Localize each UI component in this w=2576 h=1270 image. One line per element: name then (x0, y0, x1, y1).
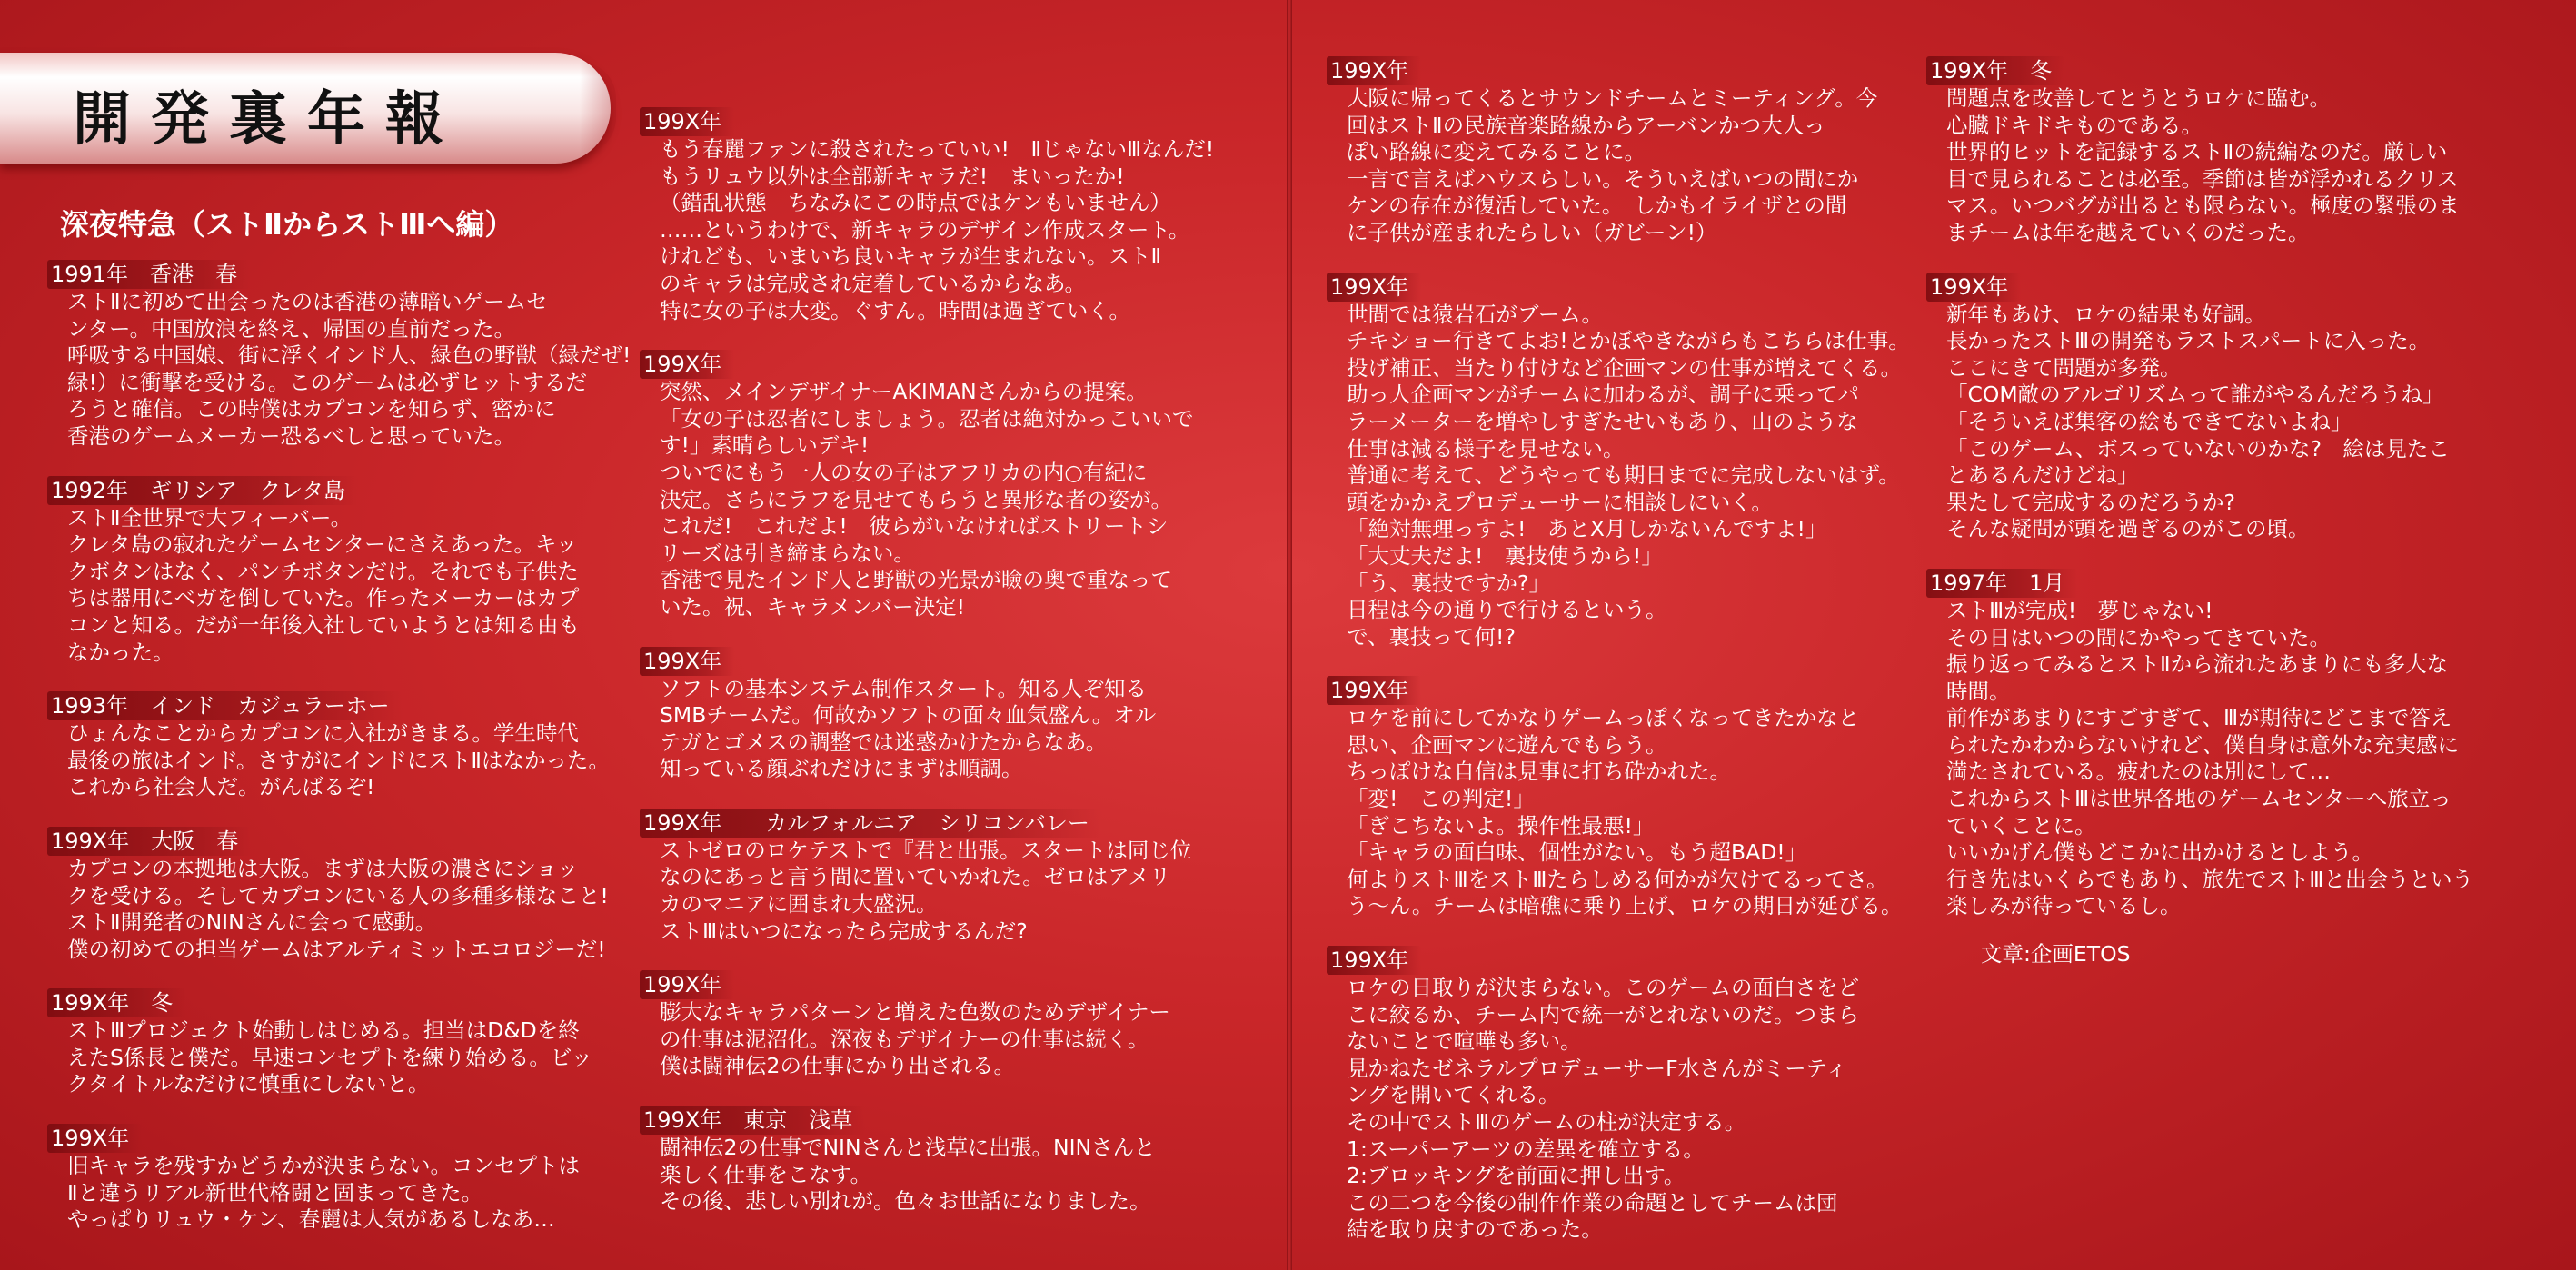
entry-line: この二つを今後の制作作業の命題としてチームは団 (1347, 1189, 1838, 1215)
entry-line: もう春麗ファンに殺されたっていい! ⅡじゃないⅢなんだ! (660, 136, 1215, 162)
diary-entry (1926, 56, 2473, 247)
page-title: 開発裏年報 (73, 85, 463, 154)
entry-line: 「キャラの面白味、個性がない。もう超BAD!」 (1347, 839, 1807, 866)
entry-line: のキャラは完成され定着しているからなあ。 (660, 270, 1087, 296)
entry-line: 楽しく仕事をこなす。 (660, 1161, 872, 1187)
entry-gap (640, 783, 1214, 809)
entry-line: 新年もあけ、ロケの結果も好調。 (1946, 301, 2266, 327)
entry-line: ちは器用にベガを倒していた。作ったメーカーはカプ (67, 585, 580, 611)
entry-gap (640, 1080, 1214, 1106)
entry-heading: 199X年 (640, 350, 734, 379)
entry-line: 知っている顔ぶれだけにまずは順調。 (660, 756, 1023, 782)
entry-line: 特に女の子は大変。ぐすん。時間は過ぎていく。 (660, 297, 1130, 323)
entry-gap (1327, 920, 1910, 946)
entry-line: とあるんだけどね」 (1946, 462, 2139, 489)
entry-heading: 199X年 (1327, 56, 1421, 85)
entry-line: 香港で見たインド人と野獣の光景が瞼の奥で重なって (660, 567, 1172, 593)
entry-line: 「このゲーム、ボスっていないのかな? 絵は見たこ (1946, 435, 2450, 461)
entry-line: こに絞るか、チーム内で統一がとれないのだ。つまら (1347, 1001, 1859, 1027)
entry-line: 1:スーパーアーツの差異を確立する。 (1347, 1136, 1705, 1162)
entry-line: 突然、メインデザイナーAKIMANさんからの提案。 (660, 379, 1148, 405)
entry-heading: 199X年 冬 (47, 988, 185, 1017)
entry-heading: 199X年 (1327, 946, 1421, 975)
entry-heading: 1991年 香港 春 (47, 260, 250, 289)
diary-entry (1327, 946, 1910, 1244)
entry-line: クボタンはなく、パンチボタンだけ。それでも子供た (67, 558, 579, 584)
page-subtitle: 深夜特急（ストⅡからストⅢへ編） (60, 207, 514, 242)
entry-line: ソフトの基本システム制作スタート。知る人ぞ知る (660, 675, 1148, 701)
entry-line: 目で見られることは必至。季節は皆が浮かれるクリス (1946, 165, 2459, 192)
entry-gap (1327, 650, 1910, 676)
entry-heading: 199X年 大阪 春 (47, 827, 251, 856)
entry-line: 呼吸する中国娘、街に浮くインド人、緑色の野獣（緑だぜ! (67, 342, 632, 369)
entry-line: 2:ブロッキングを前面に押し出す。 (1347, 1163, 1686, 1189)
entry-line: なのにあっと言う間に置いていかれた。ゼロはアメリ (660, 864, 1171, 890)
entry-gap (640, 324, 1214, 350)
entry-line: ロケを前にしてかなりゲームっぽくなってきたかなと (1347, 705, 1860, 731)
entry-line: ストⅢプロジェクト始動しはじめる。担当はD&Dを終 (67, 1017, 580, 1044)
entry-line: 前作があまりにすごすぎて、Ⅲが期待にどこまで答え (1946, 705, 2452, 731)
entry-line: 「COM敵のアルゴリズムって誰がやるんだろうね」 (1946, 382, 2444, 408)
entry-heading: 199X年 (640, 647, 734, 676)
entry-line: 僕は闘神伝2の仕事にかり出される。 (660, 1053, 1015, 1079)
entry-line: その中でストⅢのゲームの柱が決定する。 (1347, 1109, 1746, 1135)
entry-line: 世界的ヒットを記録するストⅡの続編なのだ。厳しい (1946, 139, 2448, 165)
entry-line: 心臓ドキドキものである。 (1946, 112, 2203, 138)
diary-entry (640, 647, 1214, 783)
entry-line: クタイトルなだけに慎重にしないと。 (67, 1071, 430, 1097)
column-4 (1926, 56, 2473, 967)
entry-line: これから社会人だ。がんばるぞ! (67, 774, 375, 800)
entry-heading: 199X年 東京 浅草 (640, 1106, 865, 1135)
entry-line: 見かねたゼネラルプロデューサーF水さんがミーティ (1347, 1055, 1847, 1081)
entry-heading: 1997年 1月 (1926, 569, 2077, 598)
entry-line: 「絶対無理っすよ! あとX月しかないんですよ!」 (1347, 516, 1827, 542)
entry-line: 緑!）に衝撃を受ける。このゲームは必ずヒットするだ (67, 369, 588, 395)
entry-line: 「変! この判定!」 (1347, 786, 1535, 812)
entry-line: 時間。 (1946, 678, 2011, 704)
entry-gap (1926, 543, 2473, 569)
entry-line: ラーメーターを増やしすぎたせいもあり、山のような (1347, 408, 1858, 434)
diary-entry (640, 809, 1214, 945)
entry-heading: 1992年 ギリシア クレタ島 (47, 476, 358, 505)
entry-gap (1327, 247, 1910, 273)
diary-entry (640, 107, 1214, 324)
entry-line: う～ん。チームは暗礁に乗り上げ、ロケの期日が延びる。 (1347, 893, 1903, 919)
entry-line: クを受ける。そしてカプコンにいる人の多種多様なこと! (67, 882, 609, 908)
entry-line: で、裏技って何!? (1347, 623, 1516, 650)
diary-entry (640, 970, 1214, 1080)
entry-line: 「う、裏技ですか?」 (1347, 570, 1550, 596)
diary-entry (47, 260, 631, 451)
entry-line: ここにきて問題が多発。 (1946, 354, 2182, 381)
entry-gap (47, 963, 631, 988)
entry-line: えたS係長と僕だ。早速コンセプトを練り始める。ビッ (67, 1044, 592, 1070)
entry-line: 楽しみが待っているし。 (1946, 893, 2182, 919)
entry-gap (640, 945, 1214, 970)
entry-line: その後、悲しい別れが。色々お世話になりました。 (660, 1188, 1151, 1215)
entry-line: これからストⅢは世界各地のゲームセンターへ旅立っ (1946, 786, 2452, 812)
entry-line: その日はいつの間にかやってきていた。 (1946, 624, 2331, 650)
entry-line: ないことで喧嘩も多い。 (1347, 1028, 1582, 1055)
entry-line: 問題点を改善してとうとうロケに臨む。 (1946, 85, 2331, 111)
entry-line: カのマニアに囲まれ大盛況。 (660, 891, 938, 918)
diary-entry (47, 827, 631, 963)
diary-entry (1926, 273, 2473, 543)
entry-line: す!」素晴らしいデキ! (660, 432, 870, 459)
entry-line: ロケの日取りが決まらない。このゲームの面白さをど (1347, 975, 1859, 1001)
entry-line: ストⅡ全世界で大フィーバー。 (67, 504, 353, 531)
entry-line: 果たして完成するのだろうか? (1946, 489, 2235, 515)
entry-line: 「そういえば集客の絵もできてないよね」 (1946, 408, 2352, 434)
entry-line: ストゼロのロケテストで『君と出張。スタートは同じ位 (660, 837, 1192, 863)
entry-line: もうリュウ以外は全部新キャラだ! まいったか! (660, 163, 1125, 189)
entry-line: ケンの存在が復活していた。 しかもイライザとの間 (1347, 193, 1847, 219)
entry-line: （錯乱状態 ちなみにこの時点ではケンもいません） (660, 190, 1171, 216)
entry-line: 香港のゲームメーカー恐るべしと思っていた。 (67, 422, 516, 449)
entry-line: 最後の旅はインド。さすがにインドにストⅡはなかった。 (67, 747, 610, 773)
entry-line: 大阪に帰ってくるとサウンドチームとミーティング。今 (1347, 85, 1878, 111)
entry-line: 僕の初めての担当ゲームはアルティミットエコロジーだ! (67, 936, 606, 962)
entry-heading: 199X年 (640, 970, 734, 999)
entry-heading: 199X年 (47, 1124, 142, 1153)
diary-entry (1926, 569, 2473, 920)
entry-gap (47, 1098, 631, 1124)
entry-line: ちっぽけな自信は見事に打ち砕かれた。 (1347, 759, 1731, 785)
entry-heading: 199X年 (1327, 273, 1421, 302)
entry-line: Ⅱと違うリアル新世代格闘と固まってきた。 (67, 1179, 483, 1206)
entry-line: 闘神伝2の仕事でNINさんと浅草に出張。NINさんと (660, 1135, 1156, 1161)
entry-heading: 199X年 (1926, 273, 2021, 302)
entry-line: ……というわけで、新キャラのデザイン作成スタート。 (660, 216, 1190, 243)
entry-line: いた。祝、キャラメンバー決定! (660, 593, 966, 620)
entry-gap (47, 801, 631, 827)
entry-line: ストⅡ開発者のNINさんに会って感動。 (67, 909, 437, 936)
entry-gap (640, 621, 1214, 647)
page-fold (1287, 0, 1292, 1270)
entry-line: 思い、企画マンに遊んでもらう。 (1347, 731, 1667, 758)
entry-gap (1926, 247, 2473, 273)
entry-line: 「ぎこちないよ。操作性最悪!」 (1347, 812, 1655, 838)
entry-line: そんな疑問が頭を過ぎるのがこの頃。 (1946, 516, 2310, 542)
entry-line: 助っ人企画マンがチームに加わるが、調子に乗ってパ (1347, 382, 1859, 408)
entry-line: 満たされている。疲れたのは別にして… (1946, 759, 2331, 785)
entry-line: 投げ補正、当たり付けなど企画マンの仕事が増えてくる。 (1347, 354, 1902, 381)
diary-entry (640, 1106, 1214, 1215)
entry-line: まチームは年を越えていくのだった。 (1946, 219, 2310, 245)
column-2 (640, 107, 1214, 1215)
entry-line: 仕事は減る様子を見せない。 (1347, 435, 1625, 461)
entry-line: 一言で言えばハウスらしい。そういえばいつの間にか (1347, 165, 1859, 192)
entry-line: マス。いつバグが出るとも限らない。極度の緊張のま (1946, 193, 2460, 219)
diary-entry (47, 1124, 631, 1234)
entry-line: ろうと確信。この時僕はカプコンを知らず、密かに (67, 396, 556, 422)
diary-entry (47, 476, 631, 667)
entry-line: チキショー行きてよお!とかぼやきながらもこちらは仕事。 (1347, 328, 1910, 354)
entry-line: ストⅡに初めて出会ったのは香港の薄暗いゲームセ (67, 289, 548, 314)
diary-entry (47, 988, 631, 1098)
entry-line: 「大丈夫だよ! 裏技使うから!」 (1347, 542, 1663, 569)
entry-line: ぽい路線に変えてみることに。 (1347, 139, 1646, 165)
entry-line: 世間では猿岩石がブーム。 (1347, 301, 1603, 327)
entry-line: 回はストⅡの民族音楽路線からアーバンかつ大人っ (1347, 112, 1825, 138)
entry-line: ンター。中国放浪を終え、帰国の直前だった。 (67, 315, 516, 342)
entry-line: けれども、いまいち良いキャラが生まれない。ストⅡ (660, 243, 1162, 270)
entry-line: ングを開いてくれる。 (1347, 1082, 1560, 1108)
entry-heading: 199X年 冬 (1926, 56, 2064, 85)
author-credit: 文章:企画ETOS (1981, 941, 2131, 967)
column-3 (1327, 56, 1910, 1244)
diary-entry (640, 350, 1214, 620)
entry-heading: 199X年 カルフォルニア シリコンバレー (640, 809, 1102, 838)
entry-line: に子供が産まれたらしい（ガビーン!） (1347, 219, 1717, 245)
entry-line: やっぱりリュウ・ケン、春麗は人気があるしなあ… (67, 1206, 555, 1233)
column-1 (47, 260, 631, 1234)
entry-line: 日程は今の通りで行けるという。 (1347, 597, 1667, 623)
entry-line: 何よりストⅢをストⅢたらしめる何かが欠けてるってさ。 (1347, 866, 1888, 892)
entry-line: 結を取り戻すのであった。 (1347, 1216, 1603, 1243)
diary-entry (1327, 676, 1910, 920)
entry-gap (47, 451, 631, 476)
entry-heading: 1993年 インド カジュラーホー (47, 691, 403, 720)
entry-line: SMBチームだ。何故かソフトの面々血気盛ん。オル (660, 702, 1157, 729)
entry-line: ひょんなことからカプコンに入社がきまる。学生時代 (67, 720, 579, 747)
entry-line: なかった。 (67, 639, 174, 665)
entry-line: ついでにもう一人の女の子はアフリカの内○有紀に (660, 459, 1148, 485)
diary-entry (1327, 273, 1910, 651)
entry-gap (47, 666, 631, 691)
entry-line: 行き先はいくらでもあり、旅先でストⅢと出会うという (1946, 866, 2473, 892)
entry-line: 膨大なキャラパターンと増えた色数のためデザイナー (660, 999, 1170, 1026)
entry-line: 頭をかかえプロデューサーに相談しにいく。 (1347, 489, 1773, 515)
entry-line: いいかげん僕もどこかに出かけるとしよう。 (1946, 839, 2373, 866)
entry-heading: 199X年 (1327, 676, 1421, 705)
title-banner (0, 53, 611, 164)
entry-line: リーズは引き締まらない。 (660, 540, 915, 566)
entry-line: これだ! これだよ! 彼らがいなければストリートシ (660, 513, 1169, 540)
entry-line: られたかわからないけれど、僕自身は意外な充実感に (1946, 731, 2459, 758)
entry-line: 決定。さらにラフを見せてもらうと異形な者の姿が。 (660, 486, 1172, 512)
entry-heading: 199X年 (640, 107, 734, 136)
entry-line: 「女の子は忍者にしましょう。忍者は絶対かっこいいで (660, 405, 1194, 432)
diary-entry (47, 691, 631, 801)
entry-line: 旧キャラを残すかどうかが決まらない。コンセプトは (67, 1153, 580, 1179)
entry-line: 普通に考えて、どうやっても期日までに完成しないはず。 (1347, 462, 1900, 489)
entry-line: の仕事は泥沼化。深夜もデザイナーの仕事は続く。 (660, 1026, 1149, 1052)
diary-entry (1327, 56, 1910, 247)
entry-line: ストⅢが完成! 夢じゃない! (1946, 597, 2213, 623)
entry-line: コンと知る。だが一年後入社していようとは知る由も (67, 611, 580, 638)
entry-line: ていくことに。 (1946, 812, 2096, 838)
entry-line: 長かったストⅢの開発もラストスパートに入った。 (1946, 328, 2431, 354)
entry-line: ストⅢはいつになったら完成するんだ? (660, 918, 1028, 944)
entry-line: クレタ島の寂れたゲームセンターにさえあった。キッ (67, 531, 578, 558)
entry-line: カプコンの本拠地は大阪。まずは大阪の濃さにショッ (67, 855, 579, 881)
entry-line: テガとゴメスの調整では迷惑かけたからなあ。 (660, 729, 1108, 755)
entry-line: 振り返ってみるとストⅡから流れたあまりにも多大な (1946, 651, 2449, 678)
